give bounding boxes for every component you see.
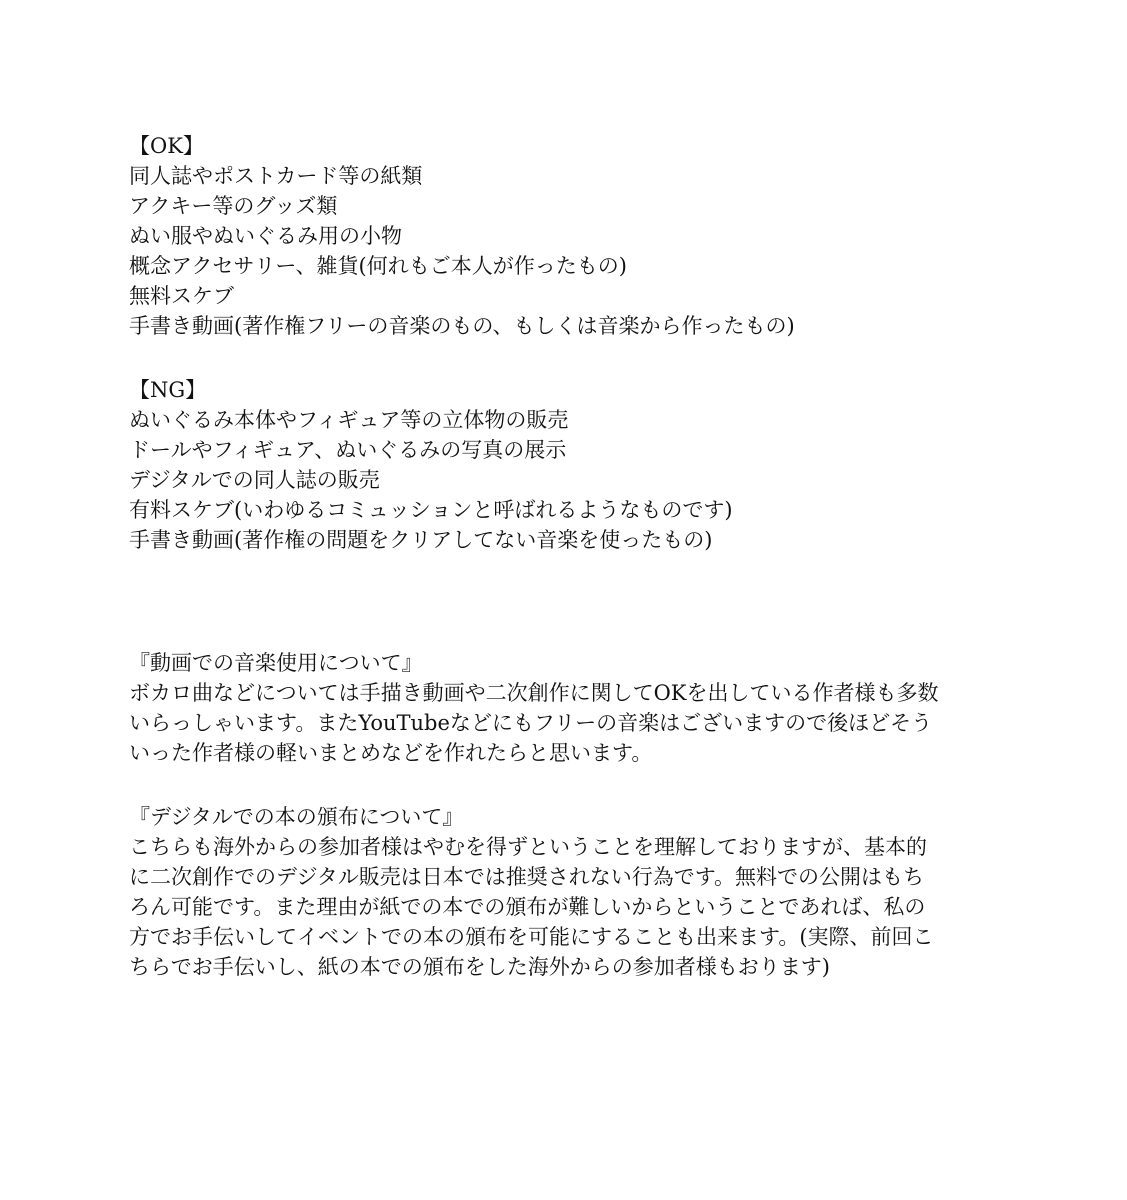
- digital-distribution-line: ろん可能です。また理由が紙での本での頒布が難しいからということであれば、私の: [129, 895, 926, 919]
- ng-item: 手書き動画(著作権の問題をクリアしてない音楽を使ったもの): [129, 528, 713, 552]
- digital-distribution-line: ちらでお手伝いし、紙の本での頒布をした海外からの参加者様もおります): [129, 955, 830, 979]
- ok-item: 概念アクセサリー、雑貨(何れもご本人が作ったもの): [129, 254, 627, 278]
- ng-item: デジタルでの同人誌の販売: [129, 468, 380, 492]
- digital-distribution-line: 方でお手伝いしてイベントでの本の頒布を可能にすることも出来ます。(実際、前回こ: [129, 925, 934, 949]
- ok-heading: 【OK】: [129, 134, 204, 158]
- digital-distribution-heading: 『デジタルでの本の頒布について』: [129, 805, 464, 829]
- ok-section: [129, 131, 1009, 341]
- music-usage-line: いらっしゃいます。またYouTubeなどにもフリーの音楽はございますので後ほどそう: [129, 711, 933, 735]
- music-usage-heading: 『動画での音楽使用について』: [129, 651, 423, 675]
- ok-item: 無料スケブ: [129, 284, 234, 308]
- ok-item: ぬい服やぬいぐるみ用の小物: [129, 224, 402, 248]
- ng-item: ぬいぐるみ本体やフィギュア等の立体物の販売: [129, 408, 569, 432]
- music-usage-line: いった作者様の軽いまとめなどを作れたらと思います。: [129, 741, 653, 765]
- ng-item: ドールやフィギュア、ぬいぐるみの写真の展示: [129, 438, 567, 462]
- ok-item: 手書き動画(著作権フリーの音楽のもの、もしくは音楽から作ったもの): [129, 314, 795, 338]
- ng-section: [129, 375, 1009, 555]
- ok-item: 同人誌やポストカード等の紙類: [129, 164, 423, 188]
- ng-item: 有料スケブ(いわゆるコミュッションと呼ばれるようなものです): [129, 498, 733, 522]
- music-usage-line: ボカロ曲などについては手描き動画や二次創作に関してOKを出している作者様も多数: [129, 681, 939, 705]
- ng-heading: 【NG】: [129, 378, 207, 402]
- music-usage-section: [129, 648, 1009, 768]
- ok-item: アクキー等のグッズ類: [129, 194, 338, 218]
- digital-distribution-section: [129, 802, 1009, 982]
- digital-distribution-line: こちらも海外からの参加者様はやむを得ずということを理解しておりますが、基本的: [129, 835, 927, 859]
- digital-distribution-line: に二次創作でのデジタル販売は日本では推奨されない行為です。無料での公開はもち: [129, 865, 925, 889]
- document-body: [129, 131, 1009, 982]
